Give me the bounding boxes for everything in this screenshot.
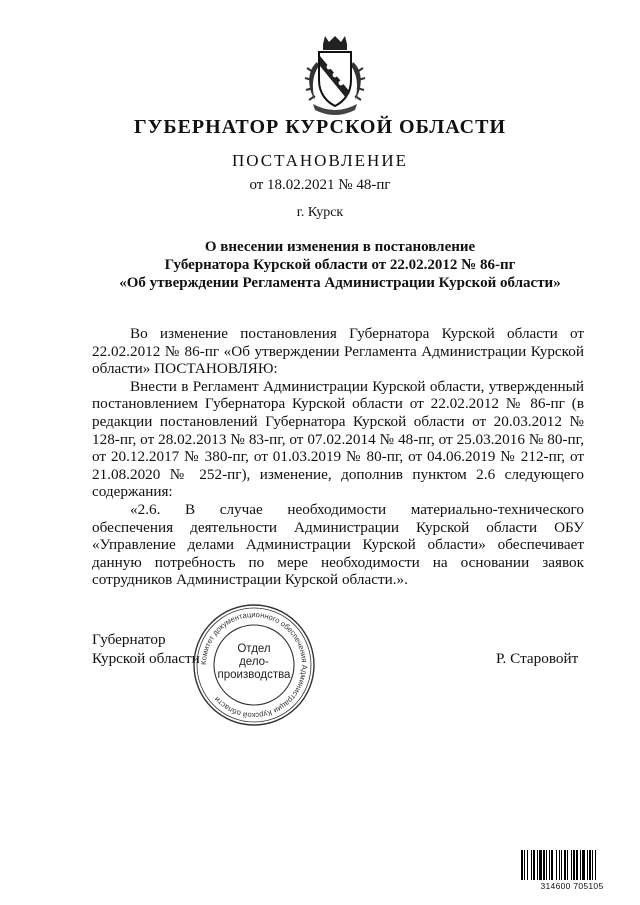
barcode-bar bbox=[533, 850, 535, 880]
document-body bbox=[92, 325, 584, 589]
signatory-position bbox=[92, 630, 200, 668]
body-paragraph-amendment: «2.6. В случае необходимости материально-технического обеспечения деятельности Администрации Курской области ОБУ «Управление делами Администрации Курской области» обеспечивает данную потребность по мере необходимости на основании заявок сотрудников Администрации Курской области.». bbox=[92, 500, 584, 589]
body-paragraph: Во изменение постановления Губернатора Курской области от 22.02.2012 № 86-пг «Об утверждении Регламента Администрации Курской области» ПОСТАНОВЛЯЮ: bbox=[92, 325, 584, 378]
barcode-bar bbox=[561, 850, 562, 880]
barcode-bar bbox=[549, 850, 550, 880]
barcode-bar bbox=[592, 850, 593, 880]
issuer-title: ГУБЕРНАТОР КУРСКОЙ ОБЛАСТИ bbox=[133, 116, 507, 138]
barcode-bar bbox=[527, 850, 528, 880]
barcode-bar bbox=[546, 850, 547, 880]
barcode-bar bbox=[580, 850, 581, 880]
barcode-bar bbox=[576, 850, 578, 880]
barcode-bar bbox=[587, 850, 588, 880]
signatory-name: Р. Старовойт bbox=[496, 650, 579, 667]
document-subject bbox=[90, 238, 590, 292]
stamp-center-line: дело- bbox=[239, 656, 269, 668]
document-type: ПОСТАНОВЛЕНИЕ bbox=[231, 151, 408, 170]
subject-line: «Об утверждении Регламента Администрации Курской области» bbox=[119, 275, 561, 291]
barcode-bar bbox=[595, 850, 596, 880]
barcode-bar bbox=[564, 850, 566, 880]
barcode-number: 314600 705105 bbox=[540, 881, 604, 891]
barcode-bar bbox=[559, 850, 560, 880]
stamp-center-text bbox=[212, 643, 296, 682]
barcode-bar bbox=[543, 850, 545, 880]
barcode-bar bbox=[521, 850, 523, 880]
stamp-center-line: Отдел bbox=[237, 643, 271, 655]
signatory-position-line: Курской области bbox=[92, 650, 200, 667]
barcode-bar bbox=[556, 850, 557, 880]
stamp-ring-text: Комитет документационного обеспечения Администрации Курской области bbox=[198, 609, 310, 721]
barcode-bar bbox=[582, 850, 585, 880]
barcode-bar bbox=[589, 850, 591, 880]
barcode-bar bbox=[573, 850, 575, 880]
barcode-bar bbox=[524, 850, 525, 880]
subject-line: О внесении изменения в постановление bbox=[204, 239, 476, 255]
stamp-center-line: производства bbox=[217, 669, 291, 681]
subject-line: Губернатора Курской области от 22.02.2012 № 86-пг bbox=[164, 257, 516, 273]
barcode-bar bbox=[531, 850, 532, 880]
body-paragraph: Внести в Регламент Администрации Курской области, утвержденный постановлением Губернатора Курской области от 22.02.2012 № 86-пг (в редакции постановлений Губернатора Курской области от 20.03.2012 № 128-пг, от 28.02.2013 № 83-пг, от 07.02.2014 № 48-пг, от 25.03.2016 № 80-пг, от 20.12.2017 № 380-пг, от 01.03.2019 № 80-пг, от 04.06.2019 № 212-пг, от 21.08.2020 № 252-пг), изменение, дополнив пунктом 2.6 следующего содержания: bbox=[92, 377, 584, 501]
signatory-position-line: Губернатор bbox=[92, 631, 166, 648]
barcode-bar bbox=[551, 850, 553, 880]
coat-of-arms-emblem bbox=[303, 36, 367, 116]
barcode-bar bbox=[571, 850, 572, 880]
barcode-bar bbox=[537, 850, 538, 880]
document-city: г. Курск bbox=[296, 205, 344, 220]
document-date-number: от 18.02.2021 № 48-пг bbox=[249, 177, 391, 193]
barcode-bar bbox=[539, 850, 542, 880]
barcode-bar bbox=[567, 850, 568, 880]
